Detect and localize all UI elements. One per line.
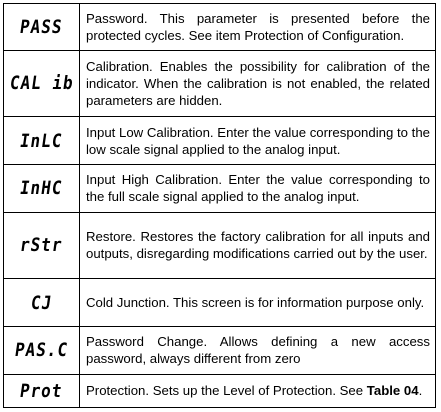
parameter-description-cell [80,374,436,407]
table-row [4,212,436,279]
parameter-code: CJ [29,291,54,313]
parameter-code-cell [4,279,80,327]
table-row [4,279,436,327]
parameter-description-cell [80,326,436,374]
parameter-table [3,3,436,408]
table-row [4,164,436,212]
parameter-code: rStr [18,233,65,256]
parameter-description-cell [80,50,436,117]
parameter-code-cell [4,374,80,407]
parameter-code: PASS [18,15,65,38]
parameter-description: Password. This parameter is presented before the protected cycles. See item Protection of Configuration. [86,10,430,43]
table-row [4,50,436,117]
parameter-code-cell [4,50,80,117]
parameter-description: Cold Junction. This screen is for information purpose only. [86,295,425,311]
parameter-code: InHC [18,176,65,199]
parameter-description: Restore. Restores the factory calibration for all inputs and outputs, disregarding modifications carried out by the user. [86,229,430,262]
parameter-code: CAL ib [8,71,75,94]
parameter-code: InLC [18,129,65,151]
parameter-description-cell [80,117,436,165]
table-row [4,117,436,165]
parameter-code-cell [4,326,80,374]
table-row [4,326,436,374]
parameter-description: Calibration. Enables the possibility for calibration of the indicator. When the calibration is not enabled, the related parameters are hidden. [86,58,430,108]
parameter-description-cell [80,164,436,212]
description-text: . [418,383,423,399]
parameter-code-cell [4,4,80,51]
parameter-code-cell [4,164,80,212]
parameter-code-cell [4,212,80,279]
parameter-description: Input Low Calibration. Enter the value corresponding to the low scale signal applied to the analog input. [86,124,430,157]
parameter-code-cell [4,117,80,165]
parameter-description-cell [80,4,436,51]
table-reference: Table 04 [366,383,419,399]
parameter-description-cell [80,212,436,279]
description-text: Protection. Sets up the Level of Protection. See [86,383,367,399]
parameter-code: Prot [18,379,65,402]
parameter-description: Password Change. Allows defining a new access password, always different from zero [86,334,430,367]
table-row [4,374,436,407]
parameter-code: PAS.C [13,338,70,361]
parameter-description: Input High Calibration. Enter the value corresponding to the full scale signal applied to the analog input. [86,172,430,205]
parameter-description-cell [80,279,436,327]
parameter-description [86,382,430,399]
table-row [4,4,436,51]
